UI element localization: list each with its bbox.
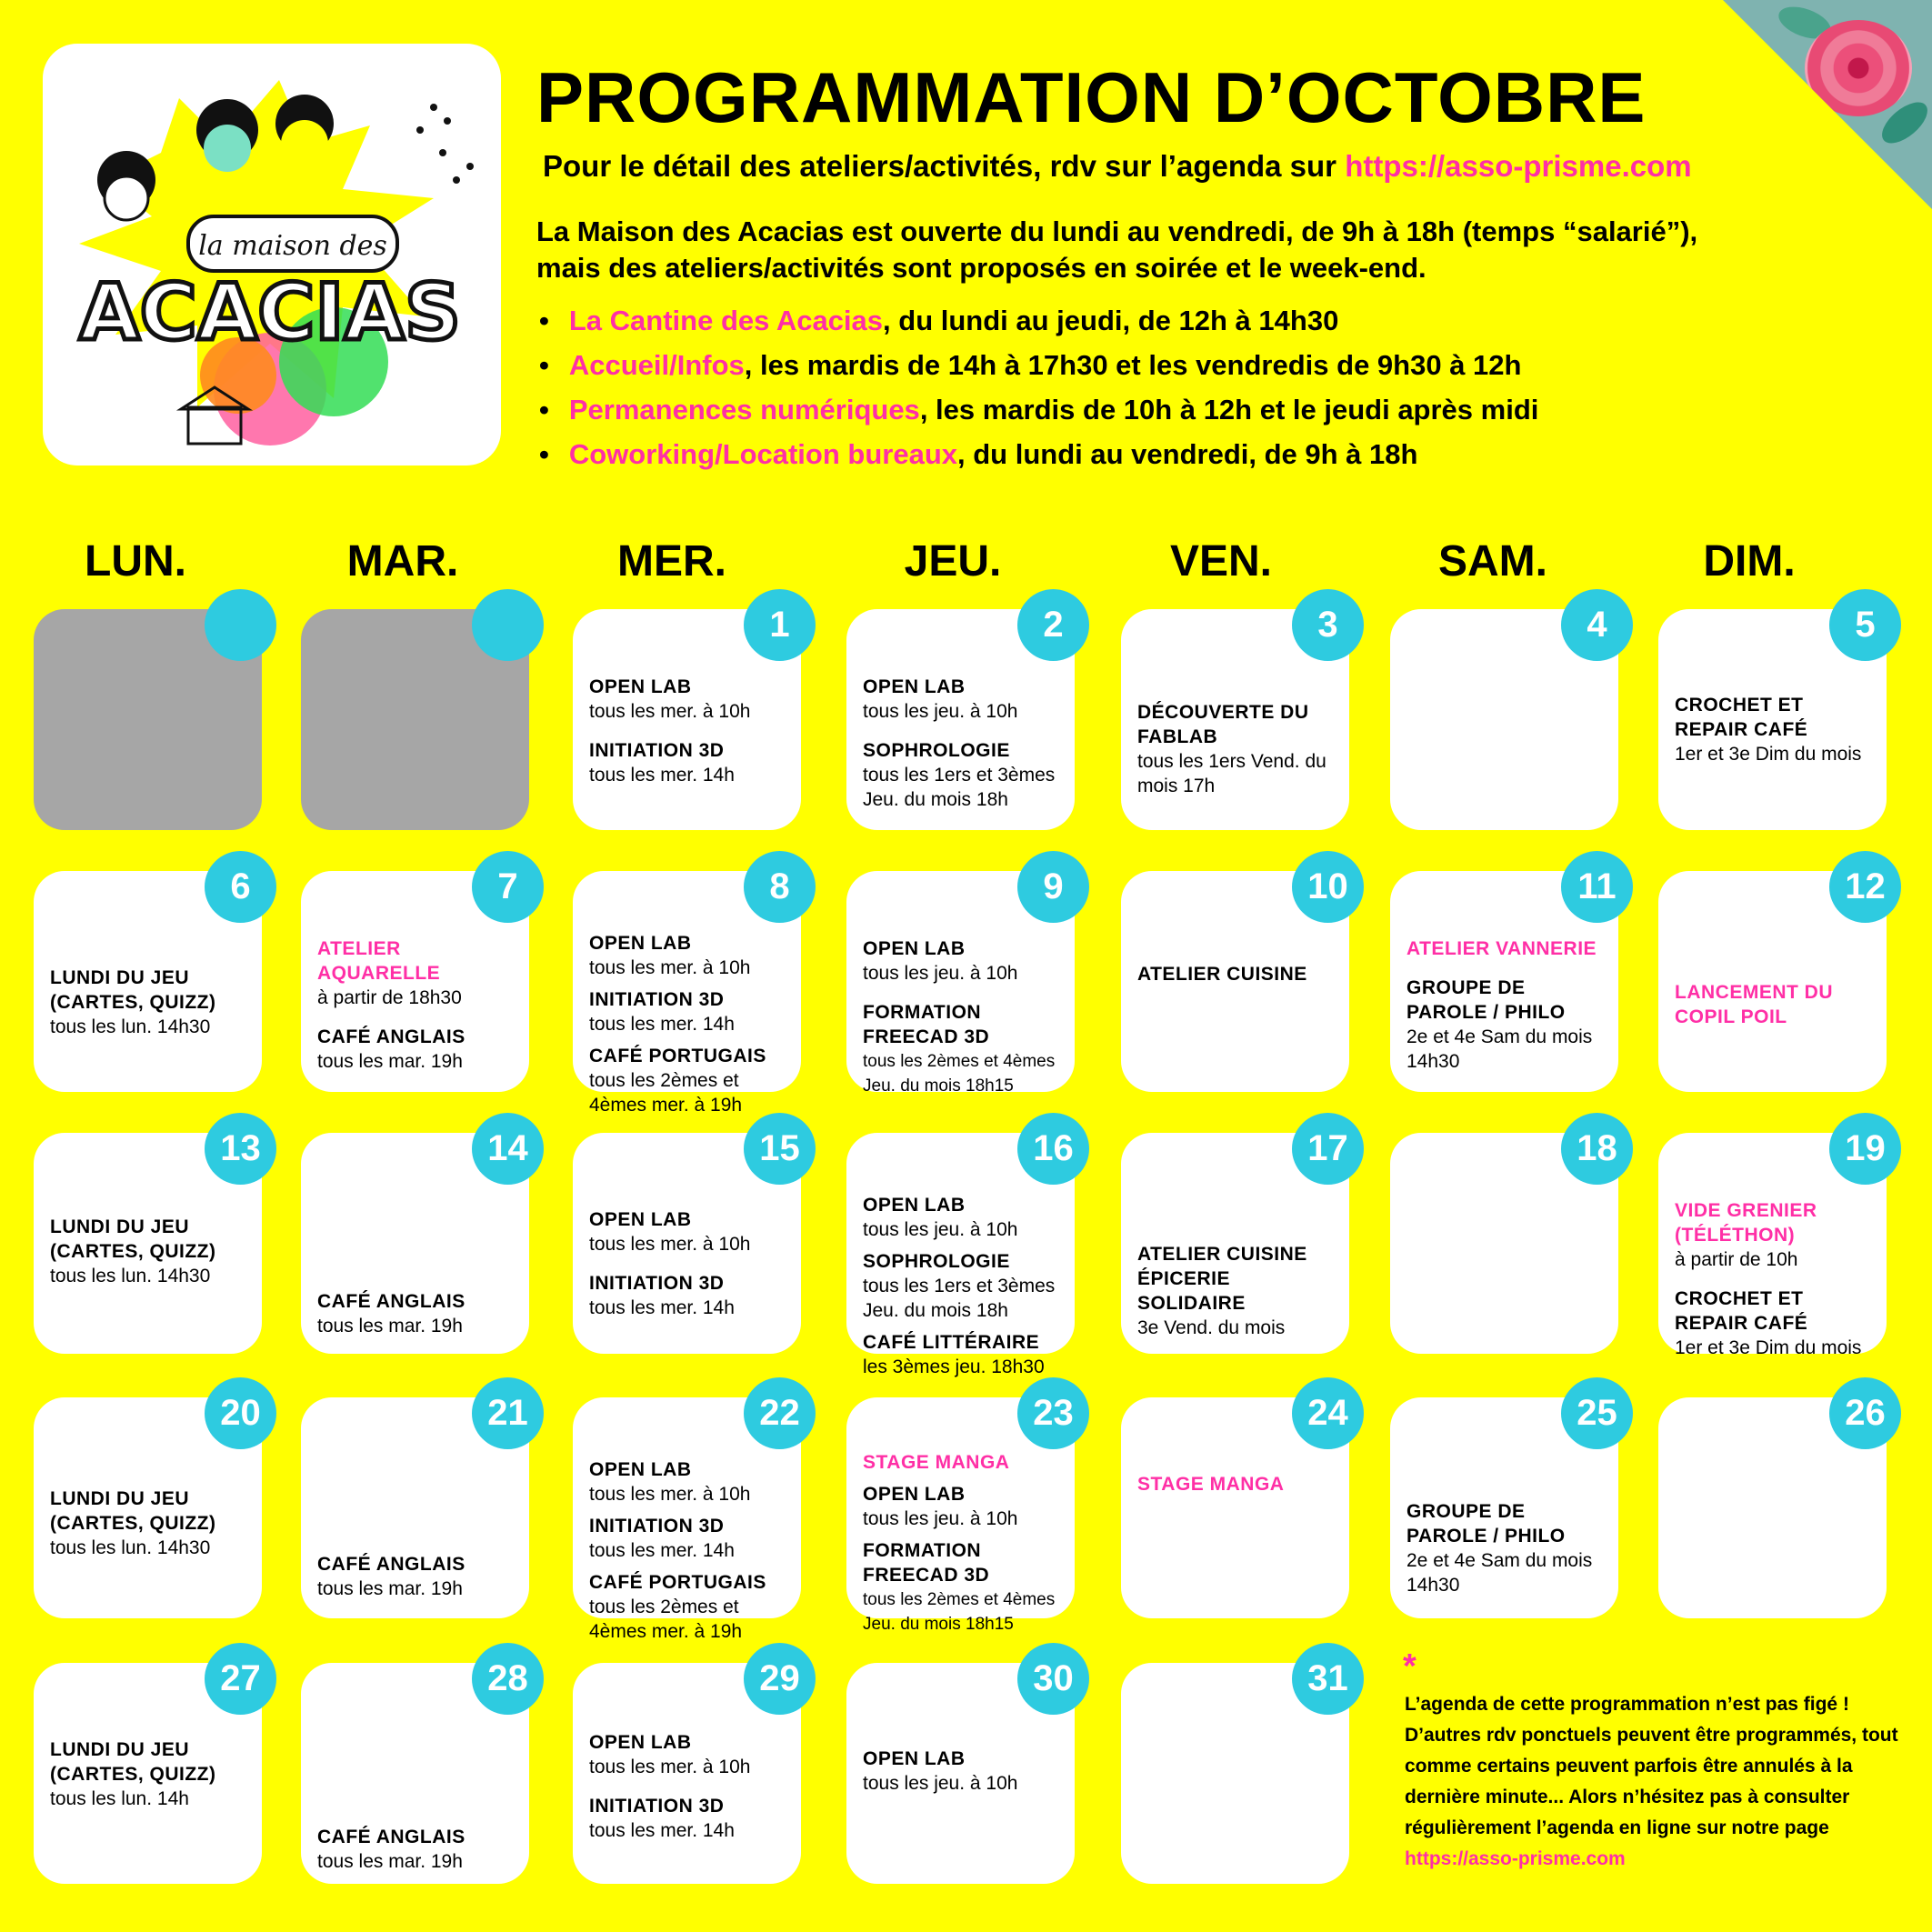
day-number-badge xyxy=(472,589,544,661)
event-title: CAFÉ ANGLAIS xyxy=(317,1291,465,1312)
day-header: JEU. xyxy=(904,537,1002,586)
event-schedule: tous les mar. 19h xyxy=(317,1051,463,1072)
event-title: INITIATION 3D xyxy=(589,1796,725,1817)
floral-corner-decoration xyxy=(1723,0,1932,209)
event xyxy=(1137,1472,1340,1497)
event-schedule: tous les 2èmes et 4èmes mer. à 19h xyxy=(589,1597,743,1642)
event xyxy=(317,1289,520,1338)
calendar-day-cell[interactable] xyxy=(34,866,262,1092)
event-title: SOPHROLOGIE xyxy=(863,740,1010,761)
day-number-badge: 2 xyxy=(1017,589,1089,661)
event xyxy=(317,936,520,1010)
logo-card xyxy=(43,44,501,465)
event xyxy=(589,1044,792,1117)
day-number-badge: 6 xyxy=(205,851,276,923)
event xyxy=(589,738,792,787)
event-title: LUNDI DU JEU (CARTES, QUIZZ) xyxy=(50,1739,216,1785)
day-number-badge: 31 xyxy=(1292,1643,1364,1715)
day-number-badge: 20 xyxy=(205,1377,276,1449)
event xyxy=(1675,1286,1877,1360)
event-title: GROUPE DE PAROLE / PHILO xyxy=(1406,1501,1566,1547)
event-title: FORMATION FREECAD 3D xyxy=(863,1002,990,1047)
event-schedule: à partir de 18h30 xyxy=(317,987,462,1008)
day-number-badge: 24 xyxy=(1292,1377,1364,1449)
event xyxy=(863,1330,1066,1379)
svg-text:ACACIAS: ACACIAS xyxy=(79,267,461,358)
event-schedule: tous les mer. 14h xyxy=(589,765,735,786)
event xyxy=(863,1538,1066,1637)
calendar-day-cell[interactable] xyxy=(1121,866,1349,1092)
service-item: • Permanences numériques, les mardis de 10h à 12h et le jeudi après midi xyxy=(539,387,1538,432)
event-schedule: tous les mer. 14h xyxy=(589,1540,735,1561)
event-title: LUNDI DU JEU (CARTES, QUIZZ) xyxy=(50,1216,216,1262)
calendar-day-cell[interactable] xyxy=(1658,1128,1887,1358)
event-title: INITIATION 3D xyxy=(589,740,725,761)
event xyxy=(863,1482,1066,1531)
event xyxy=(1406,936,1609,961)
event-schedule: les 3èmes jeu. 18h30 xyxy=(863,1356,1045,1377)
event xyxy=(863,936,1066,986)
calendar-day-cell[interactable] xyxy=(1121,1393,1349,1618)
event-title: DÉCOUVERTE DU FABLAB xyxy=(1137,702,1309,747)
event-schedule: tous les mer. à 10h xyxy=(589,1484,751,1505)
event-title: ATELIER CUISINE ÉPICERIE SOLIDAIRE xyxy=(1137,1244,1307,1314)
day-number-badge: 12 xyxy=(1829,851,1901,923)
event-title: CAFÉ PORTUGAIS xyxy=(589,1572,766,1593)
day-number-badge: 17 xyxy=(1292,1113,1364,1185)
event-schedule: tous les lun. 14h xyxy=(50,1788,189,1809)
event-title: LUNDI DU JEU (CARTES, QUIZZ) xyxy=(50,1488,216,1534)
day-number-badge: 18 xyxy=(1561,1113,1633,1185)
event-title: OPEN LAB xyxy=(589,933,692,954)
day-header: DIM. xyxy=(1703,537,1796,586)
calendar-day-cell[interactable] xyxy=(1658,1393,1887,1618)
event-title: ATELIER VANNERIE xyxy=(1406,938,1597,959)
event xyxy=(317,1552,520,1601)
day-number-badge: 19 xyxy=(1829,1113,1901,1185)
event xyxy=(863,675,1066,724)
event-schedule: tous les mer. à 10h xyxy=(589,1234,751,1255)
event-schedule: 2e et 4e Sam du mois 14h30 xyxy=(1406,1550,1593,1596)
event xyxy=(863,1450,1066,1475)
day-number-badge: 16 xyxy=(1017,1113,1089,1185)
event-schedule: tous les jeu. à 10h xyxy=(863,963,1018,984)
calendar-day-cell[interactable] xyxy=(573,1128,801,1354)
event-title: OPEN LAB xyxy=(589,676,692,697)
event-title: VIDE GRENIER (TÉLÉTHON) xyxy=(1675,1200,1817,1246)
event-schedule: tous les jeu. à 10h xyxy=(863,1773,1018,1794)
event-title: OPEN LAB xyxy=(863,676,966,697)
event-schedule: tous les 2èmes et 4èmes mer. à 19h xyxy=(589,1070,743,1116)
calendar-day-cell[interactable] xyxy=(301,609,529,830)
event-title: OPEN LAB xyxy=(589,1209,692,1230)
event xyxy=(589,1271,792,1320)
event-title: OPEN LAB xyxy=(863,1195,966,1216)
event-title: STAGE MANGA xyxy=(1137,1474,1285,1495)
calendar-day-cell[interactable] xyxy=(34,1393,262,1618)
event xyxy=(589,1570,792,1644)
day-number-badge: 14 xyxy=(472,1113,544,1185)
calendar-day-cell[interactable] xyxy=(1390,866,1618,1092)
event-title: OPEN LAB xyxy=(863,938,966,959)
event-title: LUNDI DU JEU (CARTES, QUIZZ) xyxy=(50,967,216,1013)
calendar-day-cell[interactable] xyxy=(1390,1128,1618,1354)
calendar-day-cell[interactable] xyxy=(846,605,1075,830)
event xyxy=(863,738,1066,812)
day-number-badge: 4 xyxy=(1561,589,1633,661)
day-header: LUN. xyxy=(85,537,186,586)
calendar-day-cell[interactable] xyxy=(573,866,801,1116)
agenda-link[interactable]: https://asso-prisme.com xyxy=(1345,149,1692,183)
event-schedule: tous les lun. 14h30 xyxy=(50,1537,211,1558)
event-schedule: tous les jeu. à 10h xyxy=(863,1508,1018,1529)
event xyxy=(589,1207,792,1256)
event-title: INITIATION 3D xyxy=(589,1273,725,1294)
day-number-badge: 10 xyxy=(1292,851,1364,923)
event xyxy=(1137,962,1340,986)
event-title: OPEN LAB xyxy=(863,1748,966,1769)
day-number-badge: 7 xyxy=(472,851,544,923)
event xyxy=(589,1457,792,1507)
day-number-badge: 27 xyxy=(205,1643,276,1715)
calendar-day-cell[interactable] xyxy=(846,1128,1075,1377)
event-schedule: tous les mer. 14h xyxy=(589,1820,735,1841)
event-schedule: 2e et 4e Sam du mois 14h30 xyxy=(1406,1026,1593,1072)
event-title: FORMATION FREECAD 3D xyxy=(863,1540,990,1586)
event xyxy=(1137,1242,1340,1340)
event-schedule: tous les 1ers et 3èmes Jeu. du mois 18h xyxy=(863,1276,1056,1321)
event xyxy=(589,1730,792,1779)
event-schedule: tous les 1ers et 3èmes Jeu. du mois 18h xyxy=(863,765,1056,810)
event-schedule: tous les 2èmes et 4èmes Jeu. du mois 18h15 xyxy=(863,1052,1056,1096)
event-schedule: 1er et 3e Dim du mois xyxy=(1675,1337,1862,1358)
event-title: CROCHET ET REPAIR CAFÉ xyxy=(1675,1288,1808,1334)
event xyxy=(589,675,792,724)
event-title: LANCEMENT DU COPIL POIL xyxy=(1675,982,1833,1027)
event-title: ATELIER AQUARELLE xyxy=(317,938,441,984)
event xyxy=(863,1193,1066,1242)
event-schedule: 3e Vend. du mois xyxy=(1137,1317,1286,1338)
calendar-day-cell[interactable] xyxy=(846,1393,1075,1634)
event-title: INITIATION 3D xyxy=(589,989,725,1010)
event xyxy=(589,1514,792,1563)
event-title: CAFÉ ANGLAIS xyxy=(317,1554,465,1575)
event-schedule: tous les 2èmes et 4èmes Jeu. du mois 18h15 xyxy=(863,1590,1056,1634)
event-title: OPEN LAB xyxy=(589,1459,692,1480)
calendar-day-cell[interactable] xyxy=(573,1658,801,1884)
event xyxy=(1675,980,1877,1029)
calendar-day-cell[interactable] xyxy=(1658,605,1887,830)
event xyxy=(589,987,792,1036)
event-title: CROCHET ET REPAIR CAFÉ xyxy=(1675,695,1808,740)
event xyxy=(1406,1499,1609,1597)
svg-text:la maison des: la maison des xyxy=(198,230,387,262)
event xyxy=(1406,976,1609,1074)
day-number-badge: 30 xyxy=(1017,1643,1089,1715)
event-title: STAGE MANGA xyxy=(863,1452,1010,1473)
event xyxy=(589,931,792,980)
event-schedule: tous les mer. à 10h xyxy=(589,701,751,722)
day-number-badge: 5 xyxy=(1829,589,1901,661)
page-title: PROGRAMMATION D’OCTOBRE xyxy=(536,57,1647,137)
calendar-day-cell[interactable] xyxy=(301,1128,529,1354)
note-link[interactable]: https://asso-prisme.com xyxy=(1405,1848,1626,1869)
agenda-subtitle: Pour le détail des ateliers/activités, rdv sur l’agenda sur https://asso-prisme.com xyxy=(543,149,1692,183)
event-schedule: à partir de 10h xyxy=(1675,1249,1798,1270)
event-title: OPEN LAB xyxy=(863,1484,966,1505)
event xyxy=(1137,700,1340,798)
calendar-day-cell[interactable] xyxy=(1121,605,1349,830)
event-schedule: tous les mer. 14h xyxy=(589,1297,735,1318)
event-schedule: 1er et 3e Dim du mois xyxy=(1675,744,1862,765)
calendar-day-cell[interactable] xyxy=(34,1128,262,1354)
event-schedule: tous les jeu. à 10h xyxy=(863,1219,1018,1240)
agenda-note: L’agenda de cette programmation n’est pas figé ! D’autres rdv ponctuels peuvent être programmés, tout comme certains peuvent parfois être annulés à la dernière minute... Alors n’hésitez pas à consulter régulièrement l’agenda en ligne sur notre page https://asso-prisme.com xyxy=(1405,1694,1898,1869)
calendar-day-cell[interactable] xyxy=(573,605,801,830)
service-item: • La Cantine des Acacias, du lundi au jeudi, de 12h à 14h30 xyxy=(539,298,1538,343)
day-number-badge: 22 xyxy=(744,1377,816,1449)
event xyxy=(50,1737,253,1811)
event-title: CAFÉ PORTUGAIS xyxy=(589,1046,766,1066)
event-schedule: tous les jeu. à 10h xyxy=(863,701,1018,722)
event-title: CAFÉ LITTÉRAIRE xyxy=(863,1332,1040,1353)
day-number-badge xyxy=(205,589,276,661)
event xyxy=(50,1215,253,1288)
event-schedule: tous les mar. 19h xyxy=(317,1851,463,1872)
maison-des-acacias-logo xyxy=(43,44,501,465)
event xyxy=(1675,693,1877,766)
event-title: INITIATION 3D xyxy=(589,1516,725,1537)
event-schedule: tous les mer. à 10h xyxy=(589,957,751,978)
day-number-badge: 23 xyxy=(1017,1377,1089,1449)
calendar-day-cell[interactable] xyxy=(301,1658,529,1884)
event-title: CAFÉ ANGLAIS xyxy=(317,1026,465,1047)
opening-hours-text: La Maison des Acacias est ouverte du lundi au vendredi, de 9h à 18h (temps “salarié”), mais des ateliers/activités sont proposés en soirée et le week-end. xyxy=(536,215,1698,284)
event xyxy=(317,1825,520,1874)
day-number-badge: 11 xyxy=(1561,851,1633,923)
event-schedule: tous les mar. 19h xyxy=(317,1578,463,1599)
calendar-day-cell[interactable] xyxy=(1390,1393,1618,1618)
day-number-badge: 15 xyxy=(744,1113,816,1185)
day-header: SAM. xyxy=(1438,537,1547,586)
event-schedule: tous les lun. 14h30 xyxy=(50,1266,211,1286)
calendar-day-cell[interactable] xyxy=(34,609,262,830)
event-schedule: tous les mar. 19h xyxy=(317,1316,463,1336)
event-title: SOPHROLOGIE xyxy=(863,1251,1010,1272)
day-number-badge: 25 xyxy=(1561,1377,1633,1449)
calendar-day-cell[interactable] xyxy=(301,866,529,1092)
event xyxy=(317,1025,520,1074)
event-title: GROUPE DE PAROLE / PHILO xyxy=(1406,977,1566,1023)
day-number-badge: 8 xyxy=(744,851,816,923)
flower-icon xyxy=(1805,20,1912,116)
day-number-badge: 1 xyxy=(744,589,816,661)
calendar-day-cell[interactable] xyxy=(301,1393,529,1618)
event xyxy=(863,1747,1066,1796)
event-schedule: tous les 1ers Vend. du mois 17h xyxy=(1137,751,1326,796)
calendar-day-cell[interactable] xyxy=(846,866,1075,1096)
services-list xyxy=(539,298,1538,476)
day-number-badge: 21 xyxy=(472,1377,544,1449)
day-number-badge: 28 xyxy=(472,1643,544,1715)
event xyxy=(50,966,253,1039)
day-number-badge: 3 xyxy=(1292,589,1364,661)
event xyxy=(863,1249,1066,1323)
service-item: • Coworking/Location bureaux, du lundi au vendredi, de 9h à 18h xyxy=(539,432,1538,476)
calendar-day-cell[interactable] xyxy=(846,1658,1075,1884)
event-title: CAFÉ ANGLAIS xyxy=(317,1827,465,1847)
day-number-badge: 9 xyxy=(1017,851,1089,923)
event-title: ATELIER CUISINE xyxy=(1137,964,1307,985)
day-number-badge: 13 xyxy=(205,1113,276,1185)
calendar-day-cell[interactable] xyxy=(1390,605,1618,830)
calendar-day-cell[interactable] xyxy=(34,1658,262,1884)
calendar-day-cell[interactable] xyxy=(1658,866,1887,1092)
day-number-badge: 29 xyxy=(744,1643,816,1715)
event xyxy=(1675,1198,1877,1272)
calendar-day-cell[interactable] xyxy=(573,1393,801,1642)
event-schedule: tous les lun. 14h30 xyxy=(50,1016,211,1037)
event xyxy=(589,1794,792,1843)
event xyxy=(863,1000,1066,1098)
event-schedule: tous les mer. 14h xyxy=(589,1014,735,1035)
event-title: OPEN LAB xyxy=(589,1732,692,1753)
service-item: • Accueil/Infos, les mardis de 14h à 17h30 et les vendredis de 9h30 à 12h xyxy=(539,343,1538,387)
calendar-day-cell[interactable] xyxy=(1121,1658,1349,1884)
event-schedule: tous les mer. à 10h xyxy=(589,1757,751,1777)
calendar-day-cell[interactable] xyxy=(1121,1128,1349,1354)
day-header: MER. xyxy=(617,537,726,586)
day-number-badge: 26 xyxy=(1829,1377,1901,1449)
event xyxy=(50,1487,253,1560)
asterisk-icon: * xyxy=(1403,1647,1416,1686)
day-header: VEN. xyxy=(1169,537,1273,586)
day-header: MAR. xyxy=(346,537,459,586)
